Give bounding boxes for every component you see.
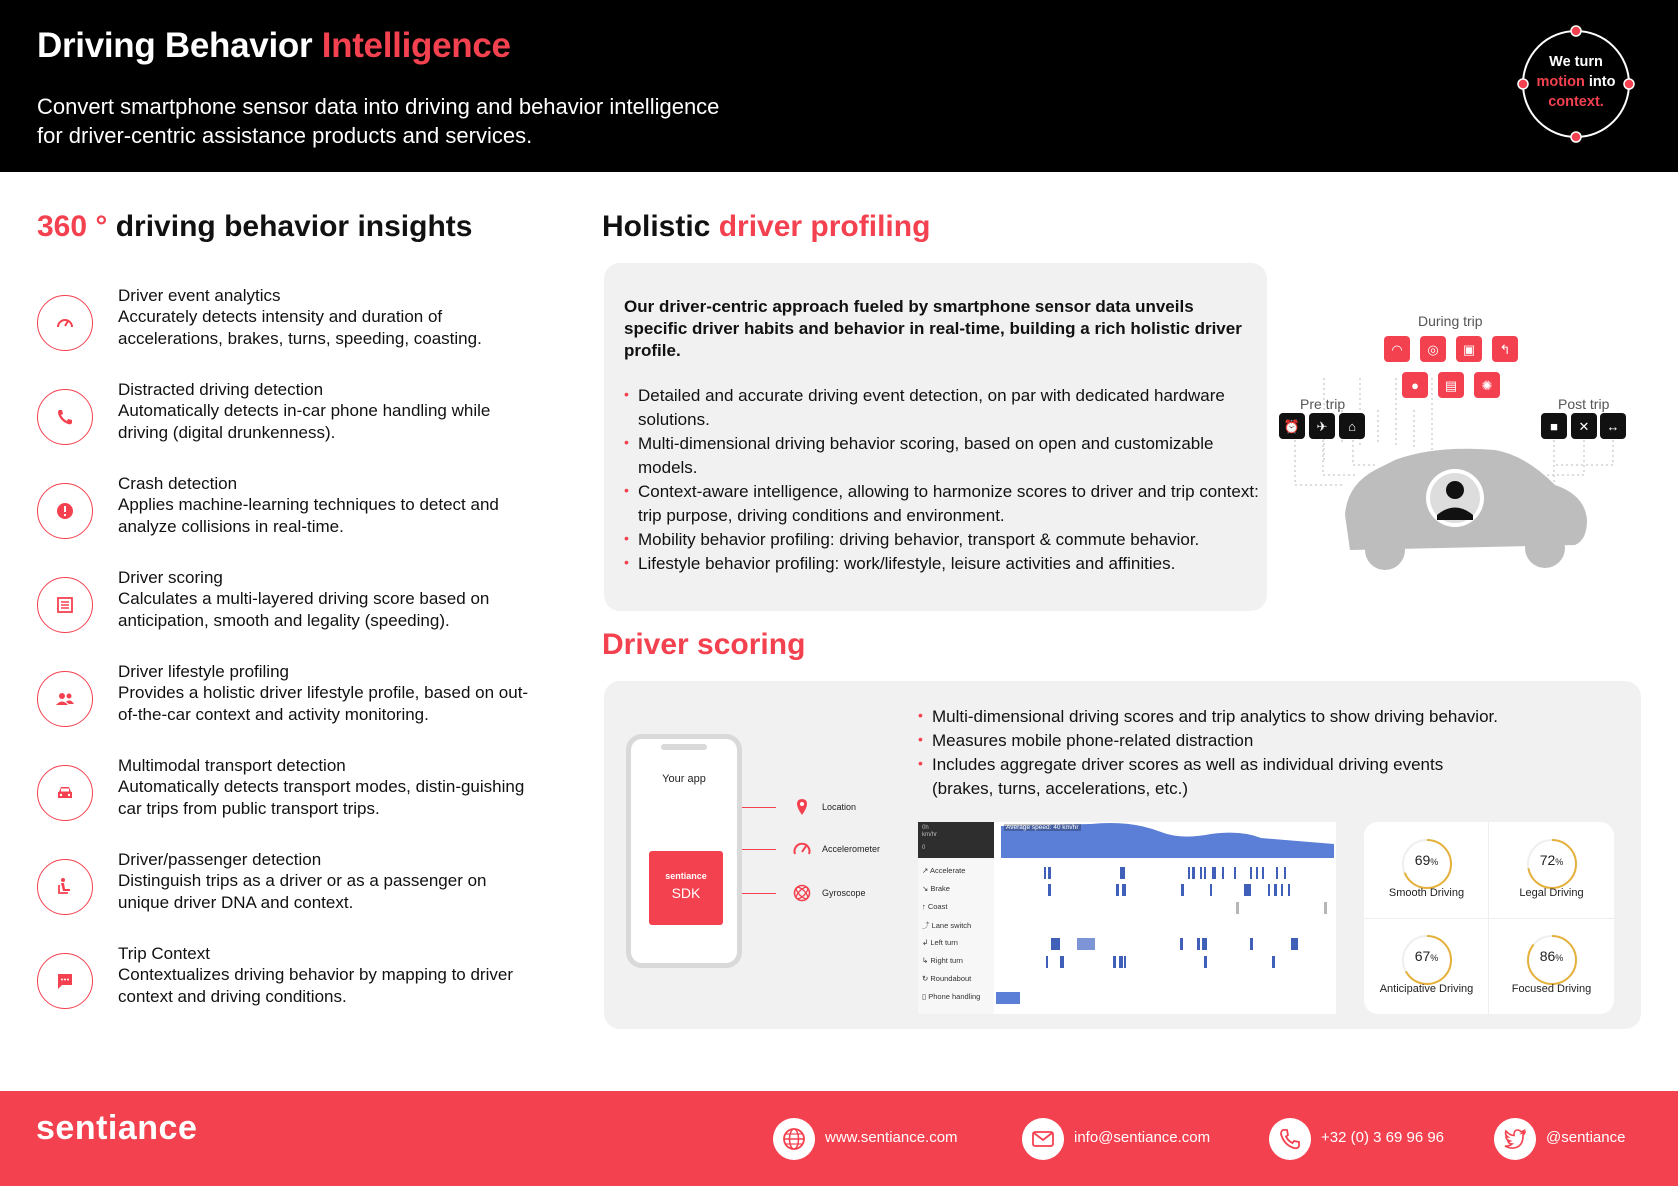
airplane-icon: ✈ [1309,413,1335,439]
twitter-handle[interactable]: @sentiance [1546,1129,1626,1146]
subtitle-line1: Convert smartphone sensor data into driving and behavior intelligence [37,94,720,119]
feature-driver-event-analytics [37,285,557,365]
feature-title: Multimodal transport detection [118,756,346,775]
feature-title: Driver/passenger detection [118,850,322,869]
trip-timeline [918,822,1336,1014]
feature-description: Distinguish trips as a driver or as a passenger on unique driver DNA and context. [118,871,487,912]
feature-title: Driver scoring [118,568,223,587]
sensor-connector [742,807,776,808]
feature-title: Crash detection [118,474,238,493]
globe-icon [773,1118,815,1160]
brake-icon: ◎ [1420,336,1446,362]
timeline-row-label: ↻ Roundabout [922,974,972,983]
sensor-label-accelerometer: Accelerometer [822,844,881,854]
score-legal-driving [1489,822,1614,918]
profiling-heading-red: driver profiling [718,210,931,243]
insights-heading [37,210,472,244]
feature-title: Distracted driving detection [118,380,324,399]
commute-arrows-icon: ↔ [1600,413,1626,439]
scoring-bullet-list [918,705,1618,801]
people-icon [37,671,93,727]
sensor-connector [742,893,776,894]
title-part2: Intelligence [321,26,511,65]
alert-icon [37,483,93,539]
home-icon: ⌂ [1339,413,1365,439]
turn-icon: ↰ [1492,336,1518,362]
score-label: Legal Driving [1519,887,1584,899]
score-anticipative-driving [1364,918,1489,1014]
pre-trip-label: Pre trip [1300,396,1346,412]
feature-driver-passenger [37,849,557,929]
score-value: 86% [1539,948,1564,964]
lightbulb-icon: ✺ [1474,372,1500,398]
post-trip-label: Post trip [1558,396,1610,412]
timeline-event-bars [994,858,1336,1014]
speed-label: Average speed: 40 km/hr [1006,824,1079,831]
trip-diagram [1275,300,1635,570]
list-item: • Includes aggregate driver scores as well as individual driving events (brakes, turns, accelerations, etc.) [918,753,1478,801]
feature-description: Calculates a multi-layered driving score based on anticipation, smooth and legality (speeding). [118,589,490,630]
feature-description: Applies machine-learning techniques to detect and analyze collisions in real-time. [118,495,499,536]
feature-title: Driver event analytics [118,286,281,305]
sdk-box [649,851,723,925]
list-item: • Measures mobile phone-related distraction [918,729,1618,753]
mail-icon [1022,1118,1064,1160]
timeline-header-line2: km/hr [922,832,937,838]
page-subtitle [37,92,817,150]
timeline-row-label: ▯ Phone handling [922,992,981,1001]
insights-heading-rest: driving behavior insights [107,210,473,243]
scorecard-icon [37,577,93,633]
score-label: Smooth Driving [1388,887,1465,899]
feature-title: Driver lifestyle profiling [118,662,289,681]
header-banner [0,0,1678,172]
insights-heading-red: 360 ° [37,210,108,243]
gyroscope-icon [792,883,812,903]
list-item: • Multi-dimensional driving behavior scoring, based on open and customizable models. [624,432,1264,480]
sdk-label: SDK [671,885,701,901]
phone-icon [1269,1118,1311,1160]
subtitle-line2: for driver-centric assistance products and services. [37,123,533,148]
feature-title: Trip Context [118,944,210,963]
seat-icon [37,859,93,915]
profiling-heading-black: Holistic [602,210,719,243]
email-link[interactable]: info@sentiance.com [1074,1129,1211,1146]
sdk-brand: sentiance [665,871,707,881]
feature-description: Accurately detects intensity and duration of accelerations, brakes, turns, speeding, coasting. [118,307,482,348]
score-smooth-driving [1364,822,1489,918]
gauge-icon: ◠ [1384,336,1410,362]
accelerometer-icon [792,839,812,859]
feature-trip-context [37,943,557,1023]
badge-line2: into [1584,74,1616,90]
car-icon [37,765,93,821]
timeline-row-label: ↑ Coast [922,902,948,911]
feature-multimodal-transport [37,755,557,835]
feature-description: Automatically detects transport modes, distin-guishing car trips from public transport trips. [118,777,525,818]
website-link[interactable]: www.sentiance.com [825,1129,958,1146]
feature-description: Provides a holistic driver lifestyle profile, based on out-of-the-car context and activity monitoring. [118,683,529,724]
briefcase-icon: ■ [1541,413,1567,439]
timeline-row-label: ↲ Left turn [922,938,958,947]
timeline-row-label: ↳ Right turn [922,956,963,965]
scoring-heading: Driver scoring [602,628,806,661]
alarm-clock-icon: ⏰ [1279,413,1305,439]
speedometer-icon [37,295,93,351]
location-icon [792,797,812,817]
feature-description: Contextualizes driving behavior by mapping to driver context and driving conditions. [118,965,513,1006]
timeline-header-line1: 0h [922,825,929,831]
feature-description: Automatically detects in-car phone handling while driving (digital drunkenness). [118,401,491,442]
feature-crash-detection [37,473,557,553]
twitter-icon [1494,1118,1536,1160]
list-item: • Context-aware intelligence, allowing to harmonize scores to driver and trip context: trip purpose, driving conditions and environment. [624,480,1264,528]
timeline-row-label: ⤴ Lane switch [922,921,972,930]
score-gauges [1364,822,1614,1014]
timeline-header [918,822,994,858]
footer [0,1091,1678,1186]
feature-driver-scoring [37,567,557,647]
chat-icon [37,953,93,1009]
score-value: 69% [1414,852,1439,868]
list-item: • Lifestyle behavior profiling: work/lifestyle, leisure activities and affinities. [624,552,1264,576]
sensor-label-gyroscope: Gyroscope [822,888,866,898]
phone-notch [661,744,707,750]
score-label: Anticipative Driving [1379,983,1474,995]
badge-red-word: motion [1536,74,1585,90]
tools-icon: ✕ [1571,413,1597,439]
sensor-label-location: Location [822,802,857,812]
score-value: 72% [1539,852,1564,868]
phone-number[interactable]: +32 (0) 3 69 96 96 [1321,1129,1445,1146]
title-part1: Driving Behavior [37,26,322,65]
timeline-row-labels [918,858,994,1014]
timeline-row-label: ↘ Brake [922,884,950,893]
list-item: • Detailed and accurate driving event detection, on par with dedicated hardware solutions. [624,384,1264,432]
list-item: • Mobility behavior profiling: driving behavior, transport & commute behavior. [624,528,1264,552]
badge-text [1516,52,1636,112]
feature-driver-lifestyle [37,661,557,741]
phone-mockup [626,734,742,968]
list-item: • Multi-dimensional driving scores and trip analytics to show driving behavior. [918,705,1618,729]
score-value: 67% [1414,948,1439,964]
timeline-header-line3: 0 [922,845,926,851]
during-trip-label: During trip [1418,313,1483,329]
profiling-heading [602,210,930,244]
badge-line3: context. [1548,94,1604,110]
sensor-connector [742,849,776,850]
page-title [37,26,511,66]
phone-app-label: Your app [662,773,706,785]
feature-distracted-driving [37,379,557,459]
location-pin-icon: ● [1402,372,1428,398]
profiling-intro: Our driver-centric approach fueled by smartphone sensor data unveils specific driver habits and behavior in real-time, building a rich holistic driver profile. [624,297,1242,360]
profiling-bullet-list [624,384,1264,576]
score-focused-driving [1489,918,1614,1014]
score-label: Focused Driving [1511,983,1592,995]
phone-icon [37,389,93,445]
fuel-icon: ▤ [1438,372,1464,398]
collision-icon: ▣ [1456,336,1482,362]
brand-logo: sentiance [36,1109,198,1147]
badge-line1: We turn [1549,54,1603,70]
timeline-row-label: ↗ Accelerate [922,866,966,875]
